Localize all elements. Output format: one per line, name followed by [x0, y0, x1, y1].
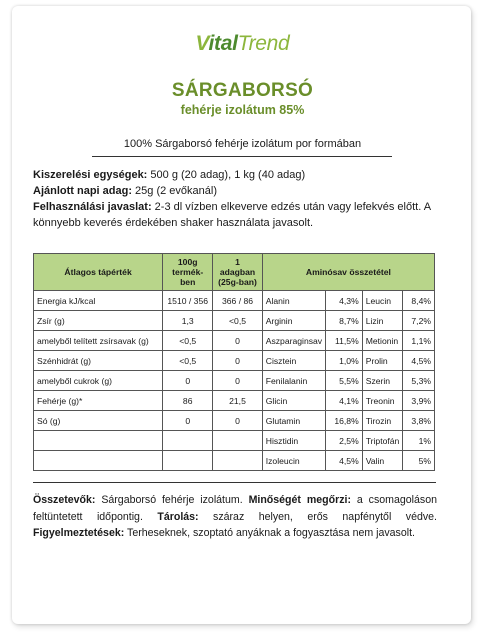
per100-cell: 1510 / 356	[163, 291, 213, 311]
ingredients-label: Összetevők:	[33, 494, 96, 506]
table-row	[34, 331, 435, 351]
table-header-row	[34, 254, 435, 291]
amino-value-cell: 4,5%	[326, 451, 363, 471]
amino-value-cell: 4,3%	[326, 291, 363, 311]
amino-value-cell: 2,5%	[326, 431, 363, 451]
storage-value: száraz helyen, erős napfénytől védve.	[198, 510, 437, 523]
amino-name-cell: Glutamin	[262, 411, 325, 431]
per100-cell: 0	[163, 411, 213, 431]
product-info	[33, 167, 453, 231]
nutrient-cell: Fehérje (g)*	[34, 391, 163, 411]
header-per-100g-line1: 100g	[177, 257, 198, 267]
amino-name-cell: Fenilalanin	[262, 371, 325, 391]
amino-name-cell: Glicin	[262, 391, 325, 411]
divider-top	[92, 156, 392, 157]
nutrient-cell: Energia kJ/kcal	[34, 291, 163, 311]
amino-name-cell: Leucin	[362, 291, 403, 311]
brand-logo-ital: ital	[208, 32, 238, 55]
daily-dose-label: Ajánlott napi adag:	[33, 185, 132, 197]
per100-cell: 0	[163, 371, 213, 391]
amino-value-cell: 5,5%	[326, 371, 363, 391]
amino-value-cell: 8,7%	[326, 311, 363, 331]
per-serving-cell: 0	[213, 371, 262, 391]
per-serving-cell	[213, 431, 262, 451]
nutrient-cell: amelyből telített zsírsavak (g)	[34, 331, 163, 351]
per-serving-cell: 0	[213, 351, 262, 371]
header-per-serving-line1: 1 adagban	[219, 257, 256, 277]
table-row	[34, 451, 435, 471]
nutrient-cell: Zsír (g)	[34, 311, 163, 331]
amino-name-cell: Arginin	[262, 311, 325, 331]
brand-logo	[0, 32, 485, 56]
table-row	[34, 431, 435, 451]
header-per-serving-line2: (25g-ban)	[218, 277, 257, 287]
table-row	[34, 411, 435, 431]
brand-logo-trend: Trend	[237, 32, 290, 55]
bestbefore-value: a csomagoláson feltüntetett időpontig.	[33, 494, 437, 523]
per100-cell: 1,3	[163, 311, 213, 331]
nutrient-cell	[34, 431, 163, 451]
amino-value-cell: 1%	[403, 431, 435, 451]
amino-value-cell: 7,2%	[403, 311, 435, 331]
amino-name-cell: Treonin	[362, 391, 403, 411]
packaging-line	[33, 167, 453, 183]
per-serving-cell: 0	[213, 411, 262, 431]
amino-name-cell: Triptofán	[362, 431, 403, 451]
product-title: SÁRGABORSÓ	[171, 80, 314, 101]
ingredients-value: Sárgaborsó fehérje izolátum.	[95, 494, 249, 506]
amino-value-cell: 5,3%	[403, 371, 435, 391]
header-nutrient: Átlagos tápérték	[34, 254, 163, 291]
amino-value-cell: 1,1%	[403, 331, 435, 351]
amino-name-cell: Izoleucin	[262, 451, 325, 471]
header-per-100g-line2: termék-	[172, 267, 204, 277]
usage-label: Felhasználási javaslat:	[33, 201, 152, 213]
amino-name-cell: Prolin	[362, 351, 403, 371]
per-serving-cell: <0,5	[213, 311, 262, 331]
daily-dose-value: 25g (2 evőkanál)	[132, 185, 217, 197]
table-row	[34, 311, 435, 331]
per-serving-cell	[213, 451, 262, 471]
table-row	[34, 291, 435, 311]
amino-value-cell: 4,1%	[326, 391, 363, 411]
amino-name-cell: Metionin	[362, 331, 403, 351]
amino-value-cell: 11,5%	[326, 331, 363, 351]
header-per-100g-line3: ben	[180, 277, 196, 287]
nutrition-table	[33, 253, 435, 471]
amino-name-cell: Alanin	[262, 291, 325, 311]
header-per-100g	[163, 254, 213, 291]
per-serving-cell: 366 / 86	[213, 291, 262, 311]
table-row	[34, 351, 435, 371]
header-per-serving	[213, 254, 262, 291]
amino-name-cell: Tirozin	[362, 411, 403, 431]
amino-name-cell: Valin	[362, 451, 403, 471]
divider-bottom	[33, 482, 436, 483]
table-row	[34, 371, 435, 391]
brand-logo-v: V	[195, 32, 209, 55]
per100-cell	[163, 431, 213, 451]
product-subtitle: fehérje izolátum 85%	[180, 103, 305, 117]
nutrient-cell: amelyből cukrok (g)	[34, 371, 163, 391]
amino-name-cell: Szerin	[362, 371, 403, 391]
storage-label: Tárolás:	[157, 510, 199, 523]
amino-value-cell: 8,4%	[403, 291, 435, 311]
table-row	[34, 391, 435, 411]
footer-text	[33, 492, 437, 542]
nutrient-cell	[34, 451, 163, 471]
usage-value: 2-3 dl vízben elkeverve edzés után vagy lefekvés előtt. A könnyebb keverés érdekében shaker használata javasolt.	[33, 201, 431, 229]
amino-value-cell: 3,8%	[403, 411, 435, 431]
bestbefore-label: Minőségét megőrzi:	[248, 494, 351, 506]
amino-value-cell: 16,8%	[326, 411, 363, 431]
warning-label: Figyelmeztetések:	[33, 527, 125, 539]
amino-name-cell: Aszparaginsav	[262, 331, 325, 351]
warning-value: Terheseknek, szoptató anyáknak a fogyasztása nem javasolt.	[124, 527, 415, 539]
amino-value-cell: 1,0%	[326, 351, 363, 371]
usage-line	[33, 199, 453, 231]
amino-name-cell: Lizin	[362, 311, 403, 331]
per100-cell	[163, 451, 213, 471]
amino-value-cell: 3,9%	[403, 391, 435, 411]
amino-name-cell: Cisztein	[262, 351, 325, 371]
per100-cell: <0,5	[163, 331, 213, 351]
packaging-value: 500 g (20 adag), 1 kg (40 adag)	[147, 169, 306, 181]
daily-dose-line	[33, 183, 453, 199]
nutrient-cell: Só (g)	[34, 411, 163, 431]
header-amino: Aminósav összetétel	[262, 254, 434, 291]
per100-cell: 86	[163, 391, 213, 411]
amino-value-cell: 4,5%	[403, 351, 435, 371]
nutrient-cell: Szénhidrát (g)	[34, 351, 163, 371]
amino-value-cell: 5%	[403, 451, 435, 471]
product-description: 100% Sárgaborsó fehérje izolátum por formában	[123, 138, 362, 150]
per-serving-cell: 21,5	[213, 391, 262, 411]
per100-cell: <0,5	[163, 351, 213, 371]
amino-name-cell: Hisztidin	[262, 431, 325, 451]
packaging-label: Kiszerelési egységek:	[33, 169, 148, 181]
per-serving-cell: 0	[213, 331, 262, 351]
